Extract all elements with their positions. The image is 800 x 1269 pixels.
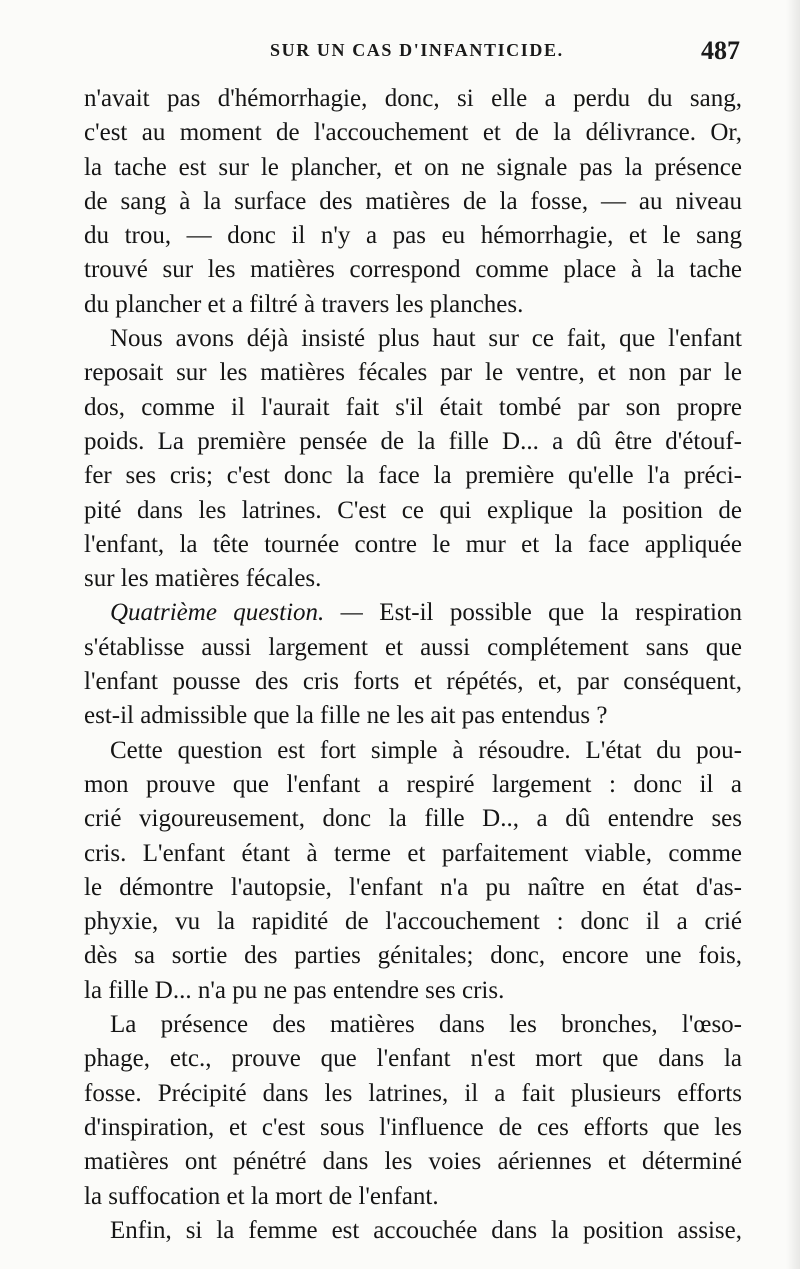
text-line: dès sa sortie des parties génitales; donc, encore une fois, [84, 942, 742, 970]
text-line-question [84, 596, 742, 630]
text-line: c'est au moment de l'accouchement et de la délivrance. Or, [84, 119, 742, 147]
text-line: matières ont pénétré dans les voies aériennes et déterminé [84, 1148, 742, 1176]
page-header [80, 36, 740, 80]
text-line: la suffocation et la mort de l'enfant. [84, 1182, 439, 1210]
text-line: dos, comme il l'aurait fait s'il était tombé par son propre [84, 393, 742, 421]
text-line: s'établisse aussi largement et aussi complétement sans que [84, 633, 742, 661]
text-line: n'avait pas d'hémorrhagie, donc, si elle a perdu du sang, [84, 85, 742, 112]
text-line: l'enfant pousse des cris forts et répétés, et, par conséquent, [84, 668, 742, 696]
text-line: phage, etc., prouve que l'enfant n'est mort que dans la [84, 1045, 742, 1073]
text-line: du trou, — donc il n'y a pas eu hémorrhagie, et le sang [84, 222, 742, 250]
text-line: la fille D... n'a pu ne pas entendre ses cris. [84, 976, 505, 1004]
text-line: fosse. Précipité dans les latrines, il a fait plusieurs efforts [84, 1079, 742, 1107]
text-line: mon prouve que l'enfant a respiré largement : donc il a [84, 770, 742, 798]
running-title: SUR UN CAS D'INFANTICIDE. [270, 40, 564, 60]
text-line: l'enfant, la tête tournée contre le mur et la face appliquée [84, 530, 742, 558]
text-line: reposait sur les matières fécales par le ventre, et non par le [84, 359, 742, 387]
text-line: crié vigoureusement, donc la fille D.., a dû entendre ses [84, 805, 742, 833]
text-line: le démontre l'autopsie, l'enfant n'a pu naître en état d'as- [84, 873, 742, 901]
text-line: de sang à la surface des matières de la fosse, — au niveau [84, 187, 742, 215]
page-number: 487 [701, 36, 740, 65]
text-line: la tache est sur le plancher, et on ne signale pas la présence [84, 153, 742, 181]
text-line: trouvé sur les matières correspond comme place à la tache [84, 256, 742, 284]
question-label: Quatrième question. — [110, 599, 363, 627]
text-line: cris. L'enfant étant à terme et parfaitement viable, comme [84, 839, 742, 867]
text-line: Cette question est fort simple à résoudre. L'état du pou- [110, 736, 742, 764]
text-line: phyxie, vu la rapidité de l'accouchement : donc il a crié [84, 908, 742, 936]
body-text [84, 82, 742, 1248]
text-line: Nous avons déjà insisté plus haut sur ce fait, que l'enfant [110, 325, 742, 353]
text-line: pité dans les latrines. C'est ce qui explique la position de [84, 496, 742, 524]
text-line: d'inspiration, et c'est sous l'influence de ces efforts que les [84, 1113, 742, 1141]
text-line: fer ses cris; c'est donc la face la première qu'elle l'a préci- [84, 462, 742, 490]
text-line: La présence des matières dans les bronches, l'œso- [110, 1011, 742, 1039]
text-line: est-il admissible que la fille ne les ait pas entendus ? [84, 702, 608, 730]
question-text: Est-il possible que la respiration [379, 599, 743, 627]
page-edge-shadow [786, 0, 800, 1269]
text-line: du plancher et a filtré à travers les planches. [84, 290, 524, 318]
text-line: poids. La première pensée de la fille D... a dû être d'étouf- [84, 427, 742, 455]
text-line: sur les matières fécales. [84, 565, 322, 593]
text-line: Enfin, si la femme est accouchée dans la position assise, [110, 1216, 742, 1244]
